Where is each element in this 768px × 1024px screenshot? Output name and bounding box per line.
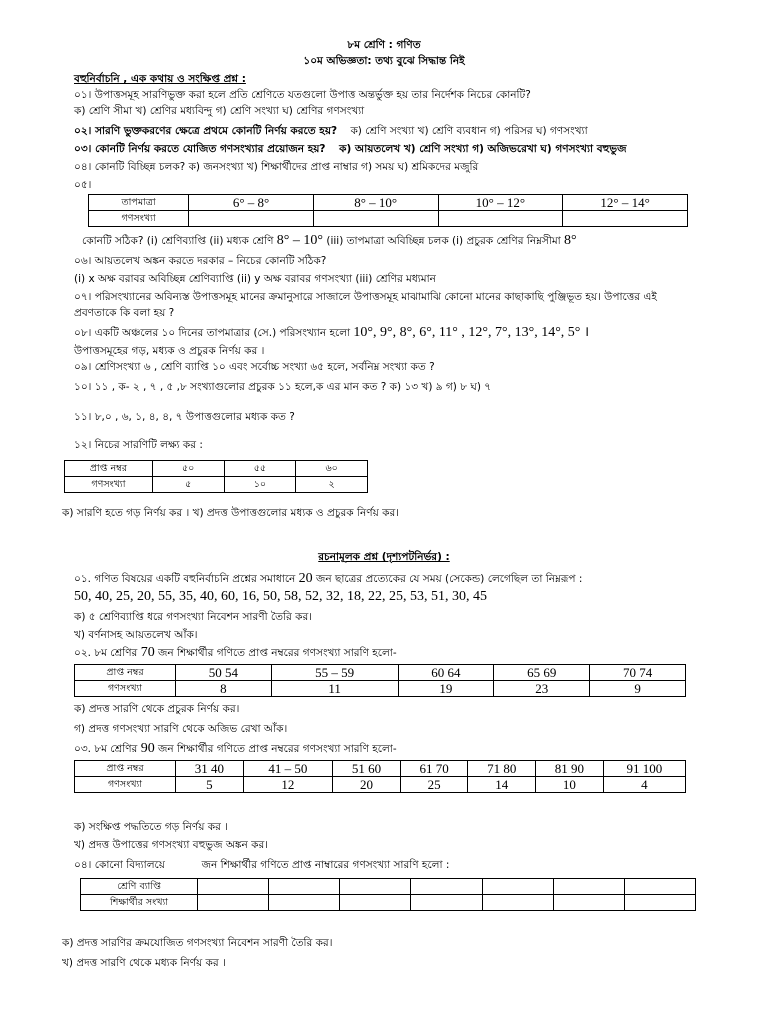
table-cell: 5 [176,777,244,793]
table-label: তাপমাত্রা [89,195,189,211]
question-3-options: ক) আয়তলেখ খ) শ্রেণি সংখ্যা গ) অজিভরেখা ঘ) গণসংখ্যা বহুভুজ [339,143,627,155]
table-cell [189,211,314,227]
table-cell: ৬০ [296,461,368,477]
temperature-table [88,194,688,227]
table-cell [340,879,411,895]
table-label: শ্রেণি ব্যাপ্তি [81,879,198,895]
question-12-options: ক) সারণি হতে গড় নির্ণয় কর । খ) প্রদত্ত উপাত্তগুলোর মধ্যক ও প্রচুরক নির্ণয় কর। [62,507,399,519]
table-header: 10° – 12° [438,195,563,211]
question-8 [74,326,589,340]
table-cell [482,879,553,895]
table-cell: 19 [398,681,494,697]
question-11: ১১। ৮,০ , ৬, ১, ৪, ৪, ৭ উপাত্তগুলোর মধ্যক কত ? [74,411,295,423]
section-title-mcq: বহুনির্বাচনি , এক কথায় ও সংক্ষিপ্ত প্রশ্ন : [74,73,246,85]
question-7: ০৭। পরিসংখ্যানের অবিন্যস্ত উপাত্তসমূহ মানের ক্রমানুসারে সাজালে উপাত্তসমূহ মাঝামাঝি কোনো মানের কাছাকাছি পুঞ্জিভূত হয়। উপাত্তের এই [74,291,657,303]
page-subtitle: ১০ম অভিজ্ঞতা: তথ্য বুঝে সিদ্ধান্ত নিই [303,55,465,67]
table-cell [624,895,695,911]
table-cell: ৫ [152,477,224,493]
table-cell: 81 90 [536,761,604,777]
creative-3-table [74,760,686,793]
table-cell: 60 64 [398,665,494,681]
table-cell: 70 74 [590,665,686,681]
table-cell [269,879,340,895]
creative-question-2-a: ০২. ৮ম শ্রেণির [74,647,138,659]
creative-question-1-kha: খ) বর্ণনাসহ আয়তলেখ আঁক। [74,629,198,641]
question-5: ০৫। [74,179,92,191]
table-cell: 9 [590,681,686,697]
creative-question-3-b: জন শিক্ষার্থীর গণিতে প্রাপ্ত নম্বরের গণসংখ্যা সারণি হলো- [158,743,397,755]
table-cell: 65 69 [494,665,590,681]
creative-question-2 [74,646,397,660]
question-5-options [82,234,577,248]
table-label: প্রাপ্ত নম্বর [75,665,176,681]
table-cell [553,895,624,911]
section-title-creative: রচনামূলক প্রশ্ন (দৃশ্যপটনির্ভর) : [318,551,450,563]
creative-question-1-n: 20 [298,571,313,586]
question-3-text: ০৩। কোনটি নির্ণয় করতে যোজিত গণসংখ্যার প্রয়োজন হয়? [74,143,326,155]
table-label: প্রাপ্ত নম্বর [65,461,153,477]
table-cell: 61 70 [400,761,468,777]
table-cell: ৫০ [152,461,224,477]
question-2-options: ক) শ্রেণি সংখ্যা খ) শ্রেণি ব্যবধান গ) পরিসর ঘ) গণসংখ্যা [350,125,588,137]
table-cell: 55 – 59 [271,665,398,681]
table-cell: ২ [296,477,368,493]
creative-question-1-ka: ক) ৫ শ্রেণিব্যাপ্তি ধরে গণসংখ্যা নিবেশন সারণী তৈরি কর। [74,611,313,623]
creative-question-2-ka: ক) প্রদত্ত সারণি থেকে প্রচুরক নির্ণয় কর। [74,703,240,715]
creative-question-3-a: ০৩. ৮ম শ্রেণির [74,743,138,755]
question-2-text: ০২। সারণি ভুক্তকরণের ক্ষেত্রে প্রথমে কোনটি নির্ণয় করতে হয়? [74,125,338,137]
table-cell [553,879,624,895]
table-cell: 23 [494,681,590,697]
table-label: গণসংখ্যা [89,211,189,227]
question-8-text: ০৮। একটি অঞ্চলের ১০ দিনের তাপমাত্রার (সে.) পরিসংখ্যান হলো [74,327,351,339]
question-5-options-b: 8° – 10° [276,233,323,248]
table-cell [411,895,482,911]
creative-question-1-data: 50, 40, 25, 20, 55, 35, 40, 60, 16, 50, 58, 52, 32, 18, 22, 25, 53, 51, 30, 45 [74,589,487,604]
table-cell [340,895,411,911]
table-cell: 71 80 [468,761,536,777]
table-cell: 11 [271,681,398,697]
creative-question-4 [74,858,449,872]
question-1: ০১। উপাত্তসমূহ সারণিভুক্ত করা হলে প্রতি শ্রেণিতে যতগুলো উপাত্ত অন্তর্ভুক্ত হয় তার নির্দেশক নিচের কোনটি? [74,89,531,101]
table-cell [563,211,688,227]
table-cell: 14 [468,777,536,793]
creative-question-4-ka: ক) প্রদত্ত সারণির ক্রমযোজিত গণসংখ্যা নিবেশন সারণী তৈরি কর। [62,937,333,949]
table-cell: 12 [243,777,332,793]
table-label: গণসংখ্যা [75,681,176,697]
question-4: ০৪। কোনটি বিচ্ছিন্ন চলক? ক) জনসংখ্যা খ) শিক্ষার্থীদের প্রাপ্ত নাম্বার গ) সময় ঘ) শ্রমিকদের মজুরি [74,161,479,173]
question-5-options-c: (iii) তাপমাত্রা অবিচ্ছিন্ন চলক (i) প্রচুরক শ্রেণির নিম্নসীমা [326,235,561,247]
question-10: ১০। ১১ , ক- ২ , ৭ , ৫ ,৮ সংখ্যাগুলোর প্রচুরক ১১ হলে,ক এর মান কত ? ক) ১৩ খ) ৯ গ) ৮ ঘ) ৭ [74,381,492,393]
creative-question-3-ka: ক) সংক্ষিপ্ত পদ্ধতিতে গড় নির্ণয় কর । [74,821,228,833]
page-title: ৮ম শ্রেণি : গণিত [347,39,421,51]
table-cell: 20 [333,777,401,793]
table-cell: 25 [400,777,468,793]
table-cell: ১০ [224,477,296,493]
creative-question-1 [74,572,582,586]
question-7-cont: প্রবণতাকে কি বলা হয় ? [74,307,175,319]
table-cell: 50 54 [176,665,272,681]
table-cell [198,895,269,911]
table-cell: 51 60 [333,761,401,777]
table-cell [438,211,563,227]
table-header: 6° – 8° [189,195,314,211]
table-cell: 4 [603,777,685,793]
table-cell [411,879,482,895]
creative-question-4-b: জন শিক্ষার্থীর গণিতে প্রাপ্ত নাম্বারের গণসংখ্যা সারণি হলো : [201,859,450,871]
table-cell: 91 100 [603,761,685,777]
question-2 [74,124,588,138]
table-label: প্রাপ্ত নম্বর [75,761,176,777]
creative-question-1-a: ০১. গণিত বিষয়ের একটি বহুনির্বাচনি প্রশ্নের সমাধানে [74,573,296,585]
creative-question-3 [74,742,397,756]
table-label: গণসংখ্যা [75,777,176,793]
question-6-options: (i) x অক্ষ বরাবর অবিচ্ছিন্ন শ্রেণিব্যাপ্তি (ii) y অক্ষ বরাবর গণসংখ্যা (iii) শ্রেণির মধ্যমান [74,273,436,285]
table-cell: 31 40 [176,761,244,777]
table-cell [482,895,553,911]
table-cell [313,211,438,227]
question-6: ০৬। আয়তলেখ অঙ্কন করতে দরকার – নিচের কোনটি সঠিক? [74,255,327,267]
table-label: গণসংখ্যা [65,477,153,493]
question-9: ০৯। শ্রেণিসংখ্যা ৬ , শ্রেণি ব্যাপ্তি ১০ এবং সর্বোচ্চ সংখ্যা ৬৫ হলে, সর্বনিম্ন সংখ্যা কত ? [74,361,435,373]
creative-question-1-b: জন ছাত্রের প্রত্যেকের যে সময় (সেকেন্ড) লেগেছিল তা নিম্নরূপ : [316,573,583,585]
table-cell [198,879,269,895]
table-label: শিক্ষার্থীর সংখ্যা [81,895,198,911]
question-1-options: ক) শ্রেণি সীমা খ) শ্রেণির মধ্যবিন্দু গ) শ্রেণি সংখ্যা ঘ) শ্রেণির গণসংখ্যা [74,105,365,117]
table-header: 12° – 14° [563,195,688,211]
table-cell: 41 – 50 [243,761,332,777]
question-5-options-d: 8° [564,233,577,248]
creative-question-2-n: 70 [140,645,155,660]
creative-question-4-kha: খ) প্রদত্ত সারণি থেকে মধ্যক নির্ণয় কর । [62,957,226,969]
table-cell [624,879,695,895]
table-cell [269,895,340,911]
creative-question-3-n: 90 [140,741,155,756]
question-8-values: 10°, 9°, 8°, 6°, 11° , 12°, 7°, 13°, 14°, 5° । [353,325,590,340]
question-12: ১২। নিচের সারণিটি লক্ষ্য কর : [74,439,203,451]
creative-2-table [74,664,686,697]
creative-question-2-b: জন শিক্ষার্থীর গণিতে প্রাপ্ত নম্বরের গণসংখ্যা সারণি হলো- [158,647,397,659]
creative-4-table [80,878,696,911]
question-5-options-a: কোনটি সঠিক? (i) শ্রেণিব্যাপ্তি (ii) মধ্যক শ্রেণি [82,235,274,247]
table-cell: 10 [536,777,604,793]
table-header: 8° – 10° [313,195,438,211]
question-3 [74,142,626,156]
creative-question-3-kha: খ) প্রদত্ত উপাত্তের গণসংখ্যা বহুভুজ অঙ্কন কর। [74,839,268,851]
marks-table [64,460,368,493]
creative-question-2-ga: গ) প্রদত্ত গণসংখ্যা সারণি থেকে অজিভ রেখা আঁক। [74,723,288,735]
table-cell: ৫৫ [224,461,296,477]
table-cell: 8 [176,681,272,697]
question-8-task: উপাত্তসমূহের গড়, মধ্যক ও প্রচুরক নির্ণয় কর । [74,345,265,357]
creative-question-4-a: ০৪। কোনো বিদ্যালয়ে [74,859,165,871]
